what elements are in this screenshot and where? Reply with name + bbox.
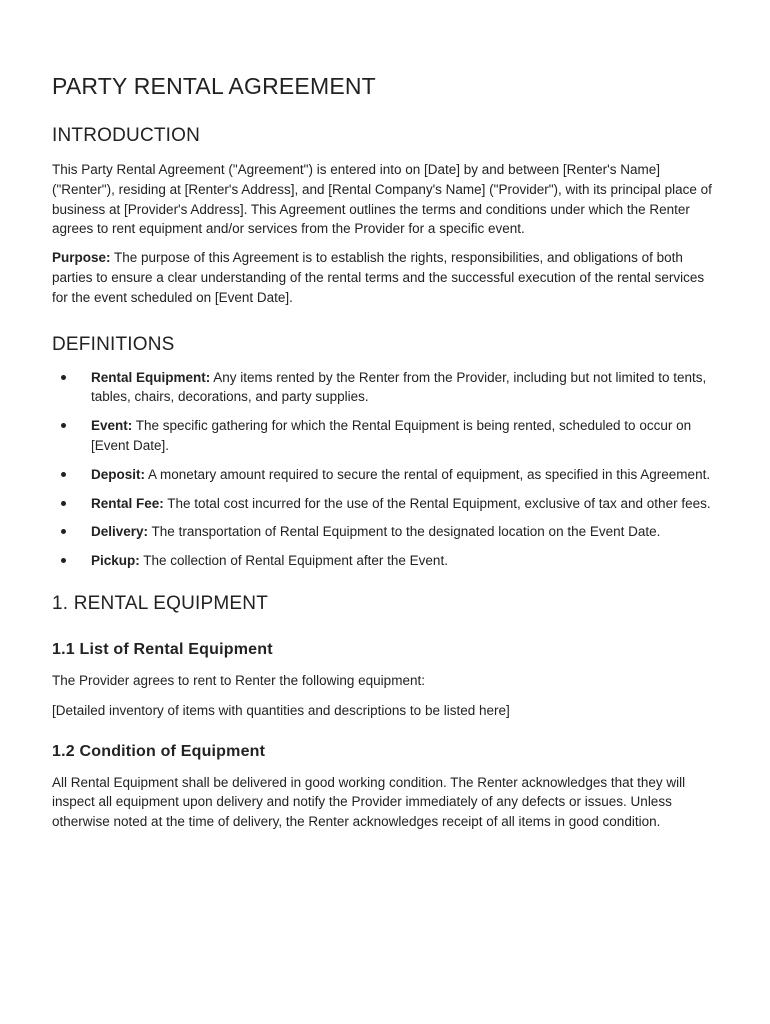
definition-term: Pickup: (91, 553, 140, 569)
definition-item (52, 368, 720, 408)
document-title: PARTY RENTAL AGREEMENT (52, 73, 376, 99)
definition-term: Event: (91, 418, 133, 434)
rental-equipment-heading: 1. RENTAL EQUIPMENT (52, 592, 269, 614)
purpose-label: Purpose: (52, 250, 111, 266)
bullet-icon (61, 501, 66, 506)
definition-item (52, 416, 720, 456)
definitions-list (52, 368, 720, 571)
definition-text: A monetary amount required to secure the rental of equipment, as specified in this Agreement. (145, 466, 711, 482)
introduction-heading: INTRODUCTION (52, 125, 201, 146)
definition-item (52, 522, 720, 542)
bullet-icon (61, 558, 66, 563)
purpose-paragraph (52, 248, 720, 307)
equipment-condition-heading: 1.2 Condition of Equipment (52, 742, 266, 760)
definition-item (52, 551, 720, 571)
definitions-heading: DEFINITIONS (52, 333, 175, 355)
definition-text: The total cost incurred for the use of the Rental Equipment, exclusive of tax and other fees. (163, 495, 711, 511)
bullet-icon (61, 529, 66, 534)
definition-term: Deposit: (91, 466, 145, 482)
equipment-inventory-placeholder: [Detailed inventory of items with quantities and descriptions to be listed here] (52, 702, 510, 718)
definition-term: Delivery: (91, 524, 149, 540)
definition-item (52, 465, 720, 485)
definition-text: The collection of Rental Equipment after the Event. (139, 553, 448, 569)
equipment-list-heading: 1.1 List of Rental Equipment (52, 640, 273, 658)
definition-text: The transportation of Rental Equipment to the designated location on the Event Date. (148, 524, 661, 540)
equipment-list-intro: The Provider agrees to rent to Renter the following equipment: (52, 672, 425, 688)
equipment-condition-paragraph: All Rental Equipment shall be delivered in good working condition. The Renter acknowledges that they will inspect all equipment upon delivery and notify the Provider immediately of any defects or issues. Unless otherwise noted at the time of delivery, the Renter acknowledges receipt of all items in good condition. (52, 774, 686, 830)
bullet-icon (61, 375, 66, 380)
definition-text: The specific gathering for which the Rental Equipment is being rented, scheduled to occur on [Event Date]. (91, 418, 692, 453)
definition-term: Rental Fee: (91, 495, 164, 511)
definition-text: Any items rented by the Renter from the Provider, including but not limited to tents, tables, chairs, decorations, and party supplies. (91, 369, 707, 405)
bullet-icon (61, 423, 66, 428)
bullet-icon (61, 472, 66, 477)
purpose-text: The purpose of this Agreement is to establish the rights, responsibilities, and obligations of both parties to ensure a clear understanding of the rental terms and the successful execution of the rental services for the event scheduled on [Event Date]. (52, 250, 705, 305)
definition-term: Rental Equipment: (91, 369, 211, 385)
introduction-paragraph: This Party Rental Agreement ("Agreement") is entered into on [Date] by and between [Renter's Name] ("Renter"), residing at [Renter's Address], and [Rental Company's Name] ("Provider"), with its principal place of business at [Provider's Address]. This Agreement outlines the terms and conditions under which the Renter agrees to rent equipment and/or services from the Provider for a specific event. (52, 162, 712, 237)
definition-item (52, 494, 720, 514)
